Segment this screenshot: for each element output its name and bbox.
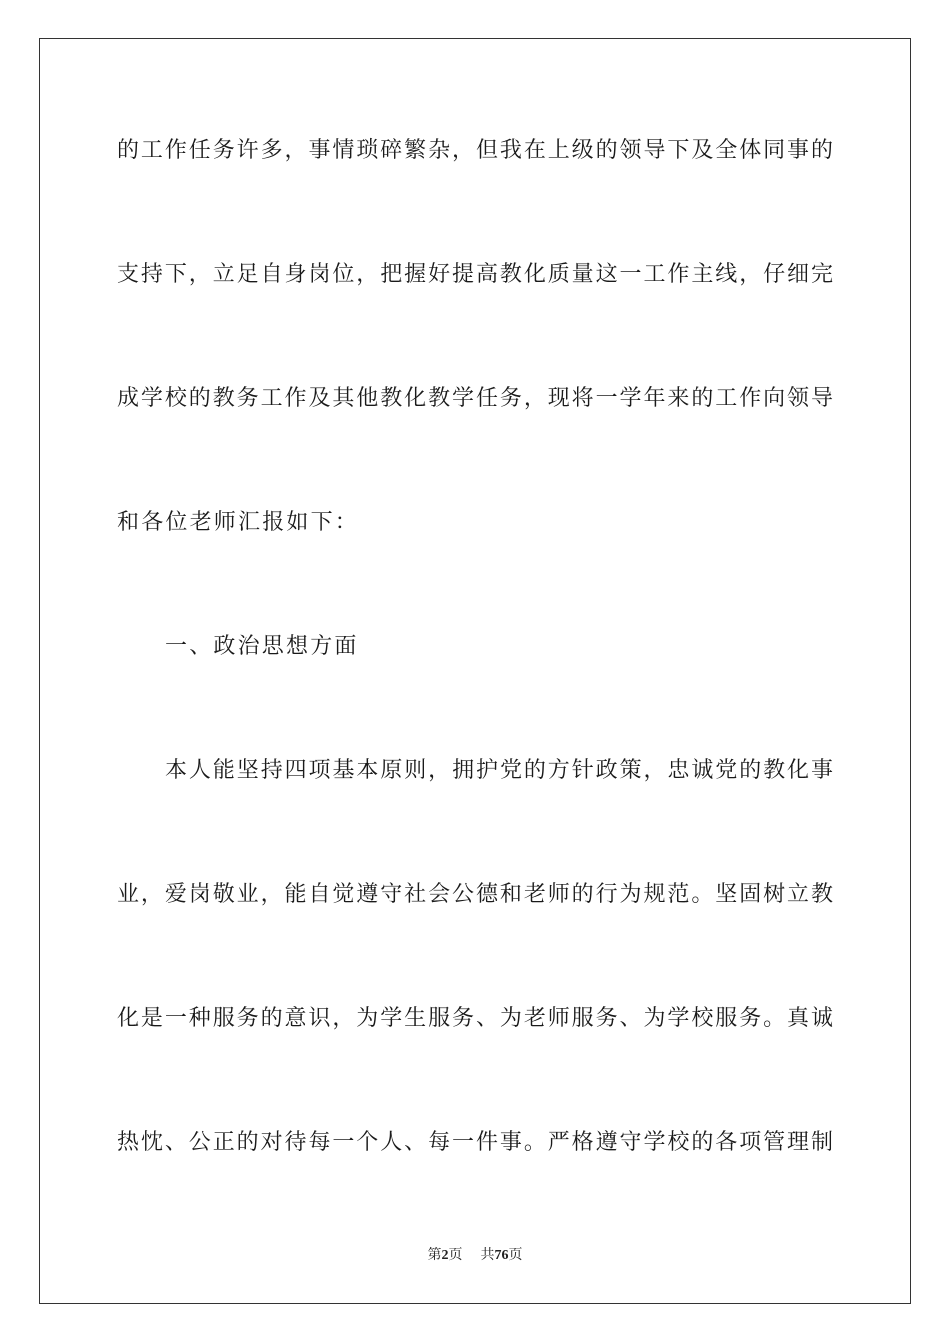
total-prefix: 共	[480, 1247, 495, 1263]
body-text-line: 本人能坚持四项基本原则，拥护党的方针政策，忠诚党的教化事	[165, 758, 833, 783]
page-suffix: 页	[448, 1247, 463, 1263]
section-heading: 一、政治思想方面	[165, 634, 359, 659]
page-number: 2	[441, 1248, 449, 1263]
page-border	[39, 38, 911, 1304]
body-text-line: 化是一种服务的意识，为学生服务、为老师服务、为学校服务。真诚	[117, 1006, 833, 1031]
total-pages: 76	[494, 1248, 509, 1263]
body-text-line: 热忱、公正的对待每一个人、每一件事。严格遵守学校的各项管理制	[117, 1130, 833, 1155]
total-suffix: 页	[508, 1247, 523, 1263]
body-text-line: 的工作任务许多，事情琐碎繁杂，但我在上级的领导下及全体同事的	[117, 138, 833, 163]
page-prefix: 第	[427, 1247, 442, 1263]
body-text-line: 支持下，立足自身岗位，把握好提高教化质量这一工作主线，仔细完	[117, 262, 833, 287]
body-text-line: 成学校的教务工作及其他教化教学任务，现将一学年来的工作向领导	[117, 386, 833, 411]
body-text-line: 和各位老师汇报如下：	[117, 510, 360, 535]
body-text-line: 业，爱岗敬业，能自觉遵守社会公德和老师的行为规范。坚固树立教	[117, 882, 833, 907]
page-footer	[0, 1245, 950, 1266]
